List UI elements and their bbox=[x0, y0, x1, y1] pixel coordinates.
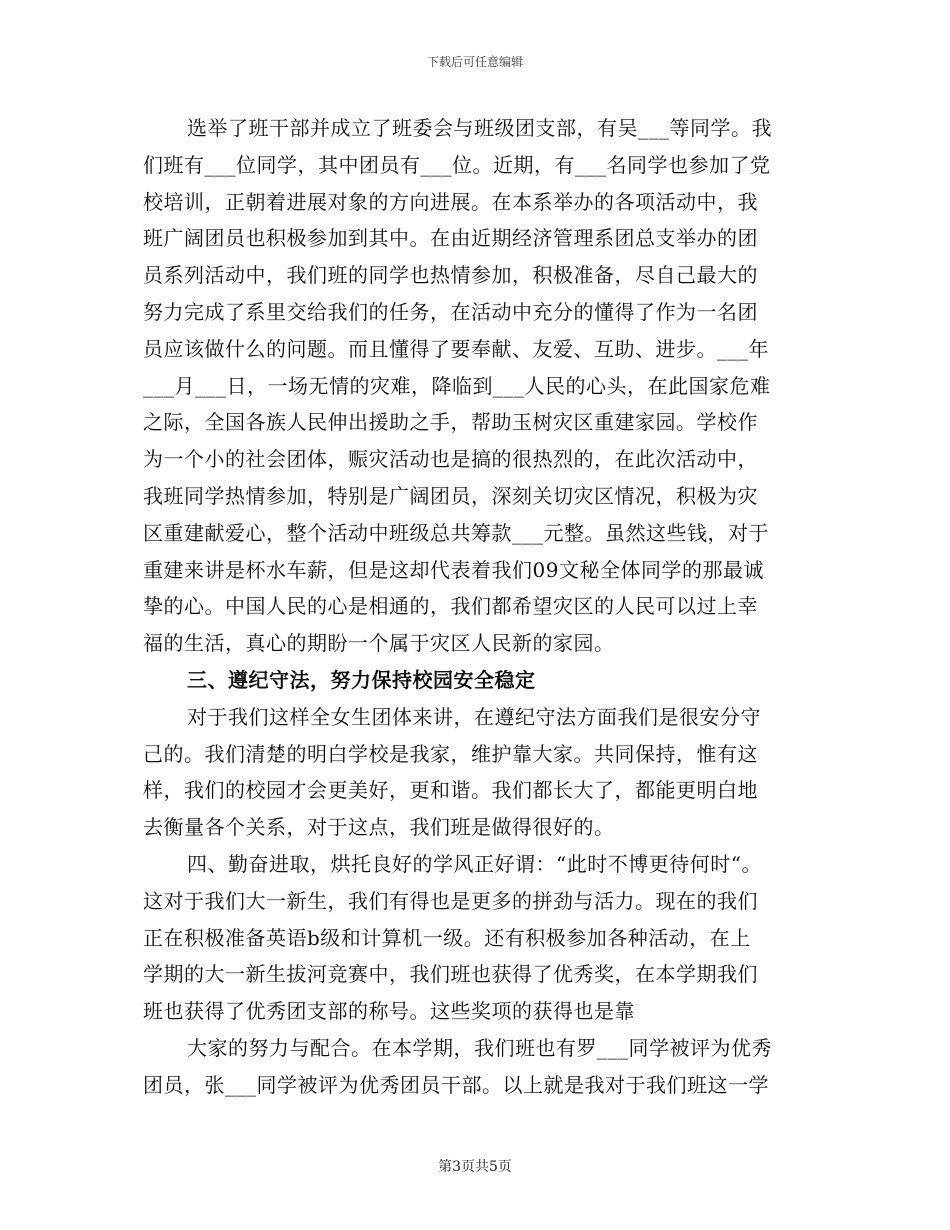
text-line: 之际，全国各族人民伸出援助之手，帮助玉树灾区重建家园。学校作 bbox=[143, 410, 758, 435]
text-line: 为一个小的社会团体，赈灾活动也是搞的很热烈的，在此次活动中， bbox=[143, 447, 758, 472]
text-line: 去衡量各个关系，对于这点，我们班是做得很好的。 bbox=[143, 815, 615, 840]
text-line: 重建来讲是杯水车薪，但是这却代表着我们09文秘全体同学的那最诚 bbox=[143, 557, 764, 582]
text-line: 学期的大一新生拔河竞赛中，我们班也获得了优秀奖，在本学期我们 bbox=[143, 962, 758, 987]
text-line: 己的。我们清楚的明白学校是我家，维护靠大家。共同保持，惟有这 bbox=[143, 741, 758, 766]
document-body bbox=[143, 110, 807, 1104]
text-line: 福的生活，真心的期盼一个属于灾区人民新的家园。 bbox=[143, 631, 615, 656]
text-line: 员应该做什么的问题。而且懂得了要奉献、友爱、互助、进步。___年 bbox=[143, 336, 769, 361]
text-line: 选举了班干部并成立了班委会与班级团支部，有吴___等同学。我 bbox=[187, 116, 772, 140]
text-line: 样，我们的校园才会更美好，更和谐。我们都长大了，都能更明白地 bbox=[143, 778, 758, 803]
text-line: 正在积极准备英语b级和计算机一级。还有积极参加各种活动，在上 bbox=[143, 925, 751, 950]
text-line: 大家的努力与配合。在本学期，我们班也有罗___同学被评为优秀 bbox=[187, 1035, 772, 1060]
text-line: ___月___日，一场无情的灾难，降临到___人民的心头，在此国家危难 bbox=[143, 373, 771, 398]
text-line: 努力完成了系里交给我们的任务，在活动中充分的懂得了作为一名团 bbox=[143, 299, 758, 324]
text-line: 班也获得了优秀团支部的称号。这些奖项的获得也是靠 bbox=[143, 999, 635, 1024]
text-line: 我班同学热情参加，特别是广阔团员，深刻关切灾区情况，积极为灾 bbox=[143, 483, 758, 508]
text-line: 团员，张___同学被评为优秀团员干部。以上就是我对于我们班这一学 bbox=[143, 1072, 769, 1097]
text-line: 对于我们这样全女生团体来讲，在遵纪守法方面我们是很安分守 bbox=[187, 704, 761, 729]
text-line: 挚的心。中国人民的心是相通的，我们都希望灾区的人民可以过上幸 bbox=[143, 594, 758, 619]
page-footer: 第3页共5页 bbox=[438, 1159, 512, 1175]
section-heading: 三、遵纪守法，努力保持校园安全稳定 bbox=[187, 667, 536, 692]
text-line: 四、勤奋进取，烘托良好的学风正好谓：“此时不博更待何时“。 bbox=[187, 851, 762, 876]
text-line: 校培训，正朝着进展对象的方向进展。在本系举办的各项活动中，我 bbox=[143, 189, 758, 214]
page-header: 下载后可任意编辑 bbox=[426, 55, 523, 69]
text-line: 这对于我们大一新生，我们有得也是更多的拼劲与活力。现在的我们 bbox=[143, 888, 758, 913]
text-line: 区重建献爱心，整个活动中班级总共筹款___元整。虽然这些钱，对于 bbox=[143, 520, 769, 545]
text-line: 班广阔团员也积极参加到其中。在由近期经济管理系团总支举办的团 bbox=[143, 226, 758, 251]
text-line: 们班有___位同学，其中团员有___位。近期，有___名同学也参加了党 bbox=[143, 152, 771, 177]
text-line: 员系列活动中，我们班的同学也热情参加，积极准备，尽自己最大的 bbox=[143, 263, 758, 288]
